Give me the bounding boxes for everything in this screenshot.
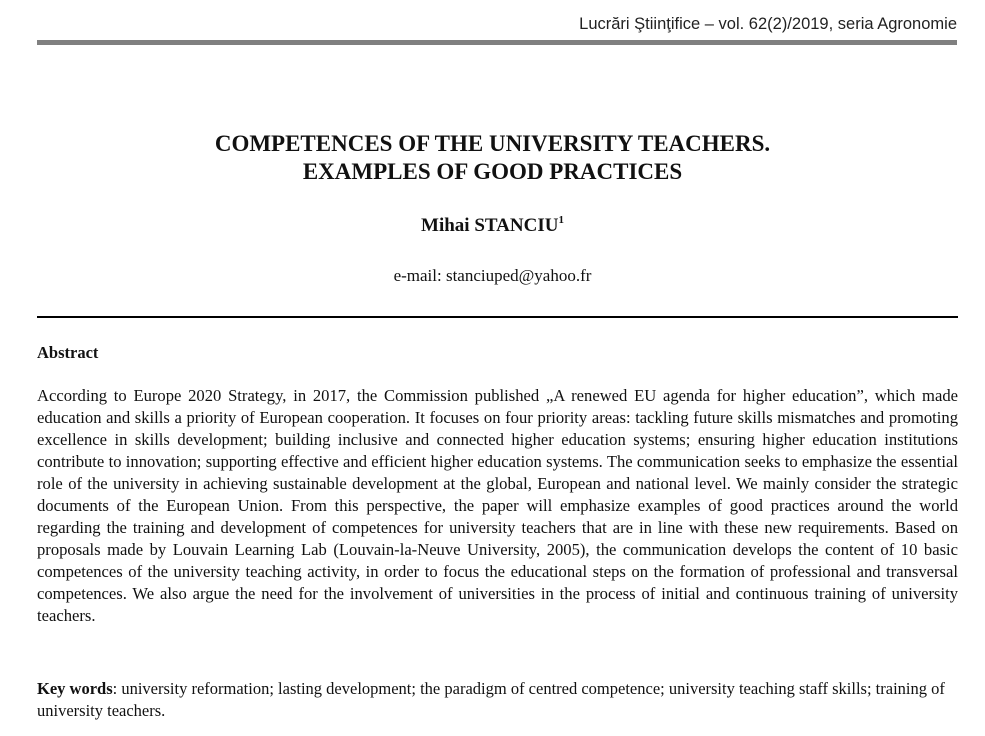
author-email: e-mail: stanciuped@yahoo.fr — [393, 266, 592, 285]
keywords-label: Key words — [37, 679, 113, 698]
keywords — [37, 678, 958, 722]
header-rule — [37, 40, 957, 45]
title-line-2: EXAMPLES OF GOOD PRACTICES — [302, 159, 683, 184]
author — [0, 214, 985, 237]
paper-title — [0, 130, 985, 186]
author-name: Mihai STANCIU — [421, 215, 559, 236]
title-line-1: COMPETENCES OF THE UNIVERSITY TEACHERS. — [214, 131, 771, 156]
abstract-body: According to Europe 2020 Strategy, in 2017, the Commission published „A renewed EU agenda for higher education”, which made education and skills a priority of European cooperation. It focuses on four priority areas: tackling future skills mismatches and promoting excellence in skills development; building inclusive and connected higher education systems; ensuring higher education institutions contribute to innovation; supporting effective and efficient higher education systems. The communication seeks to emphasize the essential role of the university in achieving sustainable development at the global, European and national level. We mainly consider the strategic documents of the European Union. From this perspective, the paper will emphasize examples of good practices around the world regarding the training and development of competences for university teachers that are in line with these new requirements. Based on proposals made by Louvain Learning Lab (Louvain-la-Neuve University, 2005), the communication develops the content of 10 basic competences of the university teaching activity, in order to focus the educational steps on the formation of professional and transversal competences. We also argue the need for the involvement of universities in the process of initial and continuous training of university teachers. — [37, 386, 958, 625]
keywords-text: : university reformation; lasting development; the paradigm of centred competence; university teaching staff skills; training of university teachers. — [37, 679, 945, 720]
abstract-heading: Abstract — [37, 343, 99, 362]
affiliation-mark: 1 — [558, 214, 564, 226]
section-rule — [37, 316, 958, 318]
running-head: Lucrări Ştiinţifice – vol. 62(2)/2019, seria Agronomie — [579, 15, 957, 33]
